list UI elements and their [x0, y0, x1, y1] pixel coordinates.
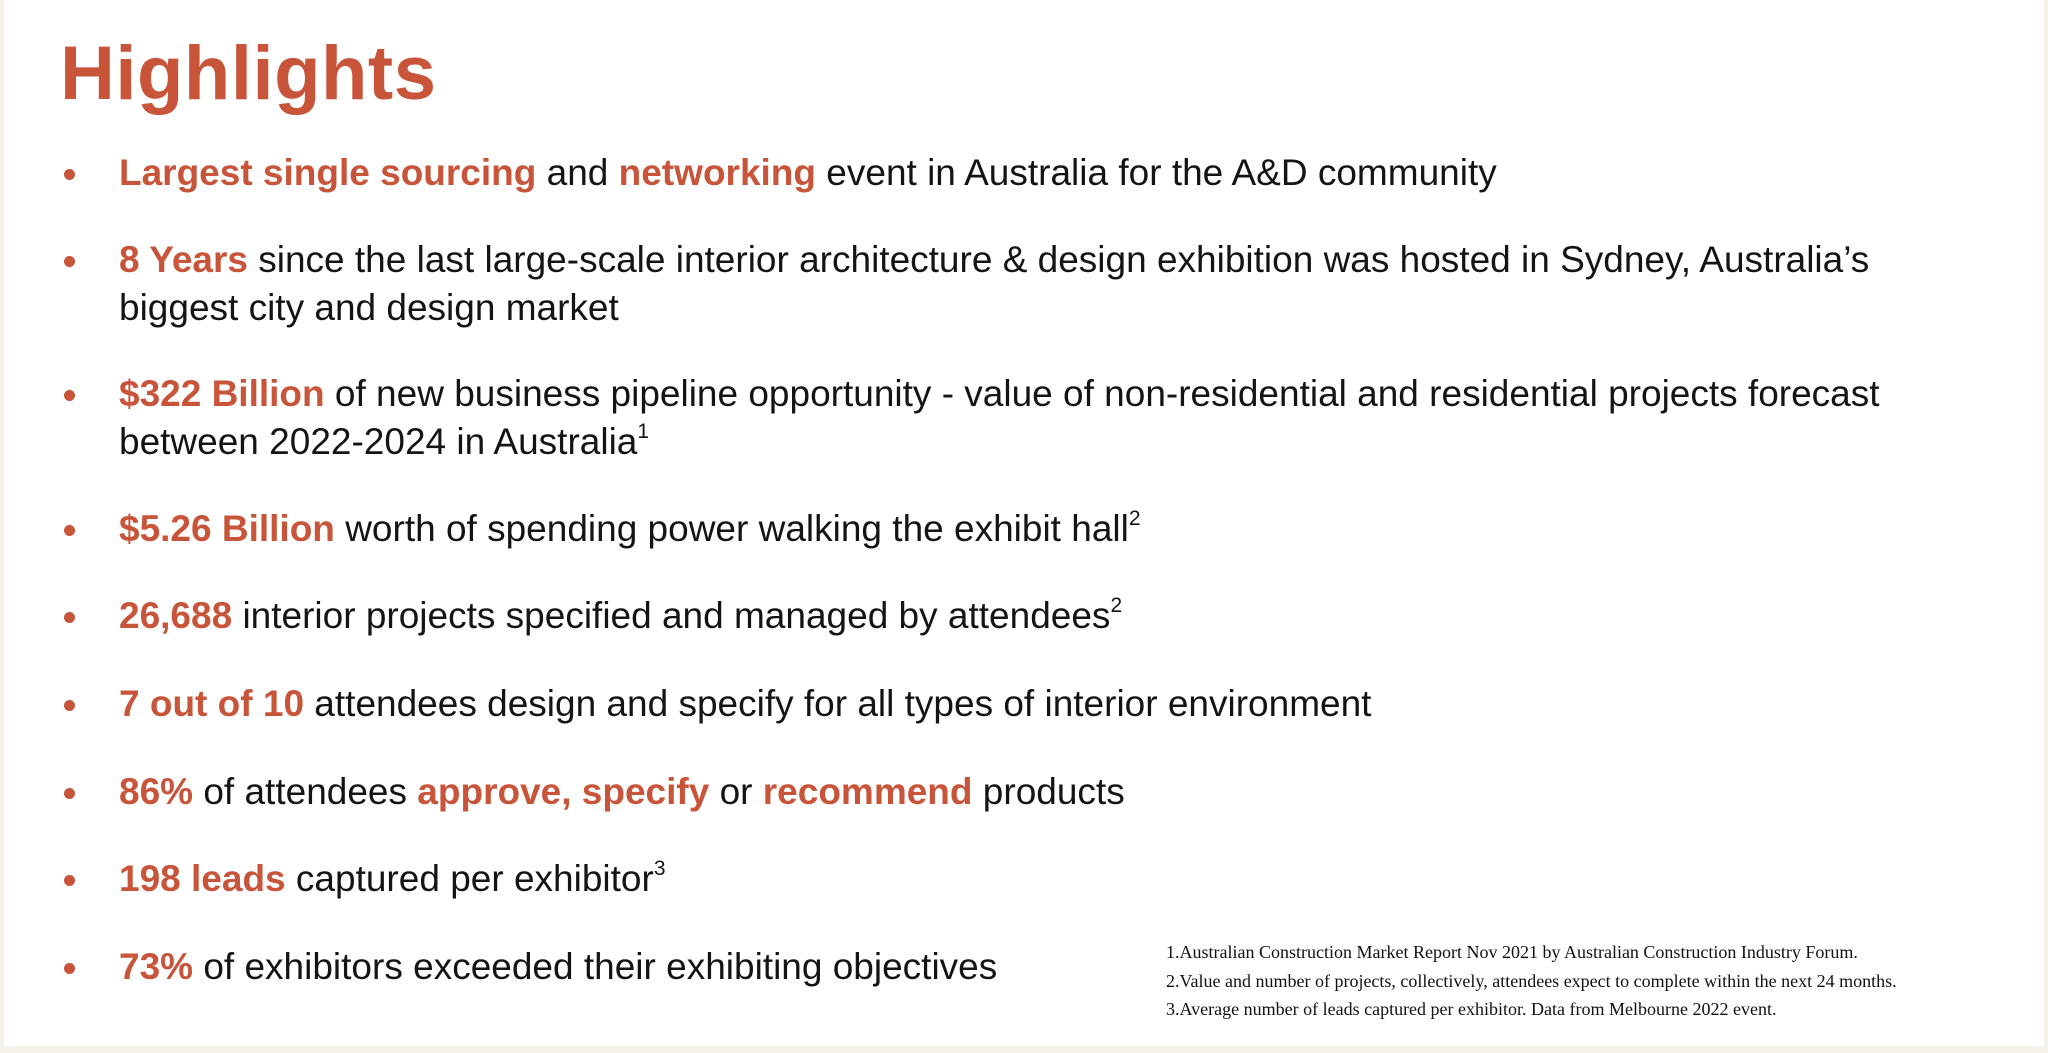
bullet-item: [119, 680, 1371, 728]
bullet-dot-icon: [64, 963, 75, 974]
bullet-text: of exhibitors exceeded their exhibiting objectives: [193, 946, 998, 987]
page-title: Highlights: [60, 31, 437, 116]
footnotes: [1166, 938, 1897, 1024]
bullet-highlight: $5.26 Billion: [119, 508, 335, 549]
bullet-highlight: approve, specify: [417, 771, 710, 812]
bullet-highlight: 198 leads: [119, 858, 286, 899]
bullet-text-line2: biggest city and design market: [119, 287, 619, 328]
bullet-text: worth of spending power walking the exhibit hall: [334, 508, 1129, 549]
bullet-highlight: networking: [618, 152, 817, 193]
footnote-ref: 2: [1110, 594, 1123, 617]
bullet-highlight: Largest single sourcing: [119, 152, 537, 193]
bullet-dot-icon: [64, 875, 75, 886]
bullet-text: captured per exhibitor: [285, 858, 654, 899]
bullet-item: [119, 505, 1141, 553]
footnote: 1.Australian Construction Market Report Nov 2021 by Australian Construction Industry Forum.: [1166, 942, 1858, 962]
footnote: 2.Value and number of projects, collectively, attendees expect to complete within the next 24 months.: [1166, 970, 1897, 991]
footnote-ref: 2: [1128, 507, 1141, 530]
bullet-item: [119, 592, 1122, 640]
bullet-item: [119, 943, 997, 991]
bullet-highlight: $322 Billion: [119, 373, 325, 414]
bullet-highlight: recommend: [762, 771, 973, 812]
bullet-dot-icon: [64, 788, 75, 799]
bullet-highlight: 73%: [119, 946, 194, 987]
slide: [4, 0, 2044, 1046]
bullet-dot-icon: [64, 169, 75, 180]
footnote-ref: 3: [653, 857, 666, 880]
bullet-highlight: 86%: [119, 771, 194, 812]
bullet-text-line2: between 2022-2024 in Australia: [119, 421, 638, 462]
footnote: 3.Average number of leads captured per exhibitor. Data from Melbourne 2022 event.: [1166, 999, 1777, 1019]
bullet-item: [119, 236, 1869, 332]
footnote-ref: 1: [637, 420, 650, 443]
bullet-text: event in Australia for the A&D community: [816, 152, 1497, 193]
bullet-text: or: [709, 771, 763, 812]
bullet-text: interior projects specified and managed by attendees: [232, 595, 1111, 636]
bullet-item: [119, 768, 1125, 816]
bullet-text: of attendees: [193, 771, 418, 812]
bullet-text: and: [536, 152, 619, 193]
bullet-text: attendees design and specify for all types of interior environment: [304, 683, 1372, 724]
bullet-highlight: 26,688: [119, 595, 233, 636]
highlights-list: [4, 0, 2044, 1046]
bullet-text: of new business pipeline opportunity - value of non-residential and residential projects forecast: [324, 373, 1880, 414]
bullet-item: [119, 149, 1497, 197]
bullet-dot-icon: [64, 390, 75, 401]
bullet-text: products: [972, 771, 1125, 812]
bullet-dot-icon: [64, 700, 75, 711]
bullet-item: [119, 855, 666, 903]
bullet-dot-icon: [64, 525, 75, 536]
bullet-highlight: 7 out of 10: [119, 683, 305, 724]
bullet-dot-icon: [64, 612, 75, 623]
bullet-text: since the last large-scale interior architecture & design exhibition was hosted in Sydney, Australia’s: [247, 239, 1870, 280]
bullet-highlight: 8 Years: [119, 239, 248, 280]
bullet-item: [119, 370, 1880, 466]
bullet-dot-icon: [64, 256, 75, 267]
